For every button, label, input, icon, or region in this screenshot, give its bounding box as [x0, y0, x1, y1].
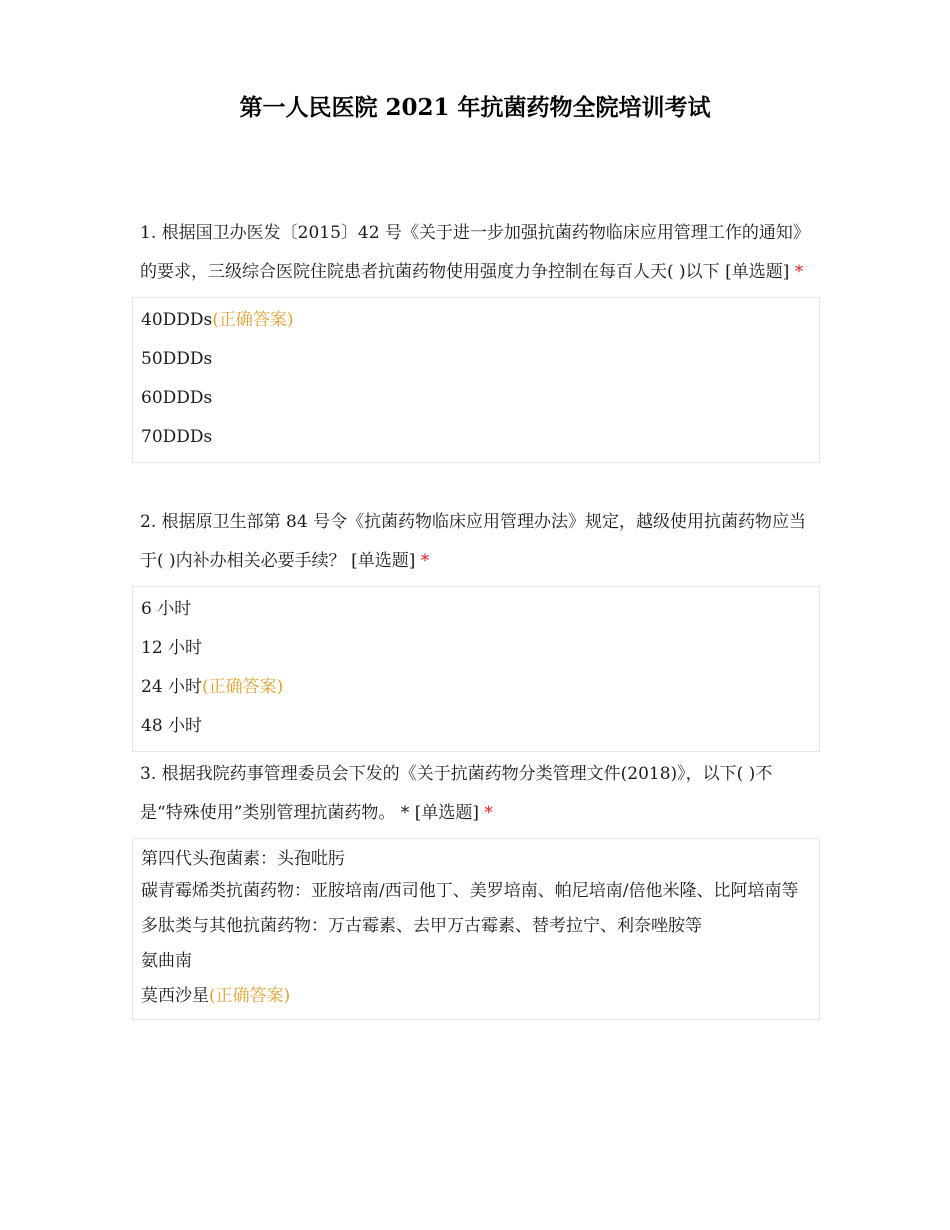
- option-list: [132, 838, 820, 1020]
- required-marker: *: [420, 550, 430, 571]
- option-48h[interactable]: [133, 707, 819, 746]
- page-title: 第一人民医院 2021 年抗菌药物全院培训考试: [239, 94, 711, 121]
- question-text: 3. 根据我院药事管理委员会下发的《关于抗菌药物分类管理文件(2018)》，以下( )不是“特殊使用”类别管理抗菌药物。 * [单选题]: [140, 764, 773, 823]
- option-60ddds[interactable]: [133, 379, 819, 418]
- option-label: 40DDDs: [141, 310, 213, 330]
- question-text: 1. 根据国卫办医发〔2015〕42 号《关于进一步加强抗菌药物临床应用管理工作的通知》的要求，三级综合医院住院患者抗菌药物使用强度力争控制在每百人天( )以下 [单选题]: [140, 223, 810, 282]
- question-text: 2. 根据原卫生部第 84 号令《抗菌药物临床应用管理办法》规定，越级使用抗菌药物应当于( )内补办相关必要手续？ [单选题]: [140, 512, 807, 571]
- question-1: [132, 214, 820, 463]
- option-label: 70DDDs: [141, 427, 213, 447]
- option-label: 氨曲南: [141, 951, 192, 971]
- option-70ddds[interactable]: [133, 418, 819, 457]
- question-2: [132, 503, 820, 752]
- option-label: 50DDDs: [141, 349, 213, 369]
- option-40ddds[interactable]: [133, 301, 819, 340]
- required-marker: *: [794, 261, 804, 282]
- option-label: 48 小时: [141, 716, 203, 736]
- option-24h[interactable]: [133, 668, 819, 707]
- option-12h[interactable]: [133, 629, 819, 668]
- correct-answer-tag: (正确答案): [212, 310, 294, 330]
- question-3: [132, 755, 820, 1020]
- correct-answer-tag: (正确答案): [202, 677, 284, 697]
- option-list: [132, 586, 820, 752]
- question-stem: [132, 755, 810, 832]
- option-6h[interactable]: [133, 590, 819, 629]
- option-50ddds[interactable]: [133, 340, 819, 379]
- option-label: 多肽类与其他抗菌药物：万古霉素、去甲万古霉素、替考拉宁、利奈唑胺等: [141, 916, 702, 936]
- question-stem: [132, 503, 810, 580]
- question-stem: [132, 214, 810, 291]
- option-list: [132, 297, 820, 463]
- option-label: 第四代头孢菌素：头孢吡肟: [141, 849, 345, 869]
- option-moxifloxacin[interactable]: [133, 979, 819, 1014]
- option-label: 24 小时: [141, 677, 203, 697]
- required-marker: *: [484, 802, 493, 823]
- option-aztreonam[interactable]: [133, 944, 819, 979]
- option-fourth-gen-cephalosporin[interactable]: [133, 842, 819, 877]
- correct-answer-tag: (正确答案): [209, 986, 291, 1006]
- option-label: 莫西沙星: [141, 986, 209, 1006]
- option-carbapenem[interactable]: [133, 877, 819, 909]
- option-label: 12 小时: [141, 638, 203, 658]
- option-label: 60DDDs: [141, 388, 213, 408]
- option-label: 6 小时: [141, 599, 192, 619]
- option-label: 碳青霉烯类抗菌药物：亚胺培南/西司他丁、美罗培南、帕尼培南/倍他米隆、比阿培南等: [141, 881, 799, 901]
- option-polypeptide[interactable]: [133, 909, 819, 944]
